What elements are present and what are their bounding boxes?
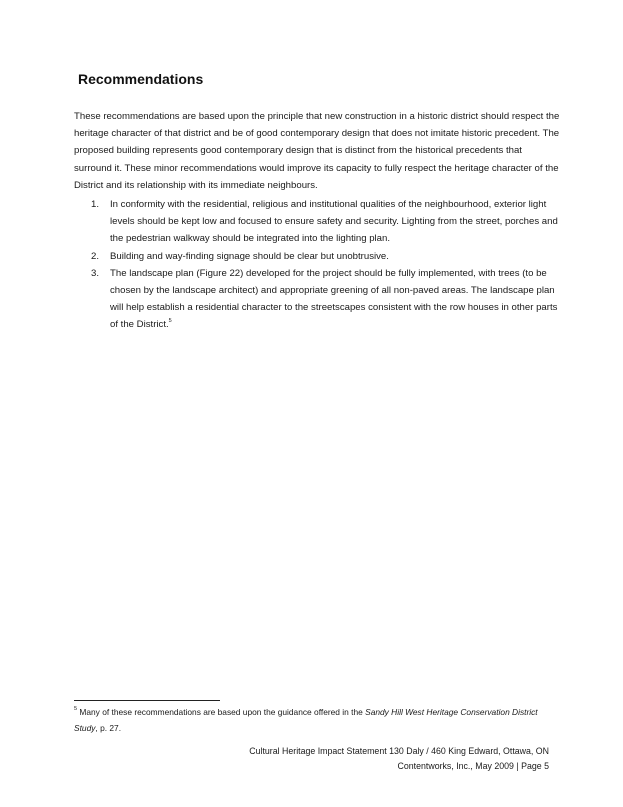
footer-organization-date: Contentworks, Inc., May 2009 xyxy=(397,761,514,771)
footnote-marker: 5 xyxy=(74,706,78,712)
footnote-text-after: , p. 27. xyxy=(95,722,122,733)
list-item-text: Building and way-finding signage should be clear but unobtrusive. xyxy=(110,250,389,262)
list-item-text: The landscape plan (Figure 22) developed for the project should be fully implemented, with trees (to be chosen by the landscape architect) and appropriate greening of all non-paved areas. The landscape plan will help establish a residential character to the streetscapes consistent with the row houses in other parts of the District. xyxy=(110,267,558,331)
footnote-text-before: Many of these recommendations are based upon the guidance offered in the xyxy=(77,707,366,717)
section-heading: Recommendations xyxy=(78,71,204,87)
list-item-text: In conformity with the residential, religious and institutional qualities of the neighbourhood, exterior light levels should be kept low and focused to ensure safety and security. Lighting from the street, porches and the pedestrian walkway should be integrated into the lighting plan. xyxy=(110,199,558,245)
intro-paragraph: These recommendations are based upon the principle that new construction in a historic district should respect the heritage character of that district and be of good contemporary design that does not imitate historic precedent. The proposed building represents good contemporary design that is distinct from the historical precedents that surround it. These minor recommendations would improve its capacity to fully respect the heritage character of the District and its relationship with its immediate neighbours. xyxy=(74,111,560,191)
list-item-number: 2. xyxy=(91,250,100,262)
footer-second-line xyxy=(249,759,549,774)
list-item xyxy=(74,265,562,334)
list-item xyxy=(74,248,562,265)
page-number: Page 5 xyxy=(521,761,549,771)
footnote-reference[interactable]: 5 xyxy=(168,318,172,325)
footnote-cited-title: Sandy Hill West Heritage Conservation District Study xyxy=(74,707,538,733)
page-footer xyxy=(249,744,549,774)
list-item-number: 3. xyxy=(91,267,100,279)
list-item xyxy=(74,196,562,248)
footnote xyxy=(74,705,562,736)
list-item-number: 1. xyxy=(91,199,100,210)
footnote-divider xyxy=(74,700,220,701)
footer-document-title: Cultural Heritage Impact Statement 130 Daly / 460 King Edward, Ottawa, ON xyxy=(249,746,549,756)
footer-separator: | xyxy=(516,761,519,771)
recommendations-list xyxy=(74,196,562,334)
